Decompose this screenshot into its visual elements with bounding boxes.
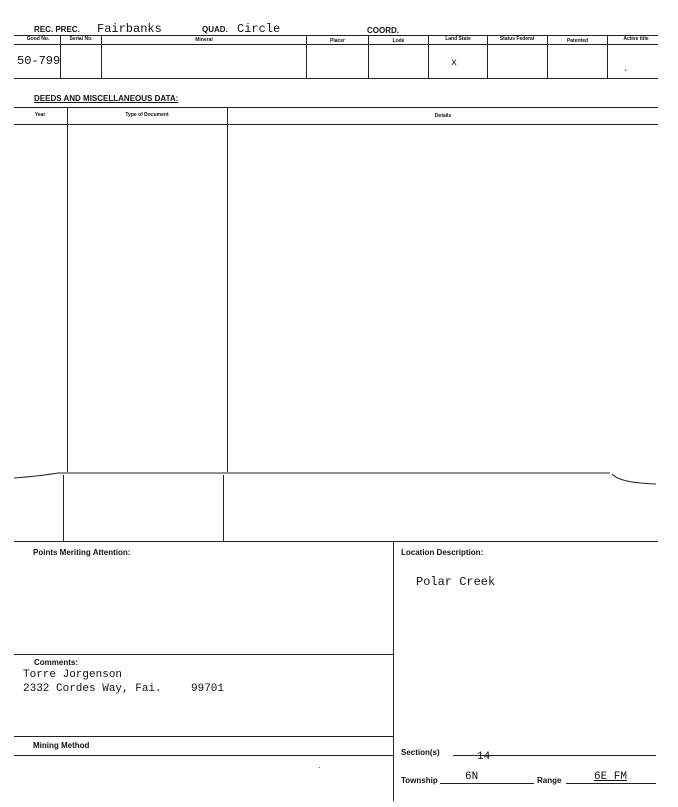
rec-prec-label: REC. PREC. xyxy=(34,25,80,34)
page-seam-line xyxy=(0,464,678,494)
points-label: Points Meriting Attention: xyxy=(33,548,131,557)
comments-top-rule xyxy=(14,654,393,655)
township-value: 6N xyxy=(465,771,479,783)
lower-top-rule xyxy=(14,541,658,542)
range-value: 6E FM xyxy=(594,771,628,783)
col-type-of-document: Type of Document xyxy=(125,112,169,118)
col-year: Year xyxy=(34,112,46,118)
col-details: Details xyxy=(434,113,452,119)
col-divider xyxy=(607,35,608,78)
section-value: 14 xyxy=(477,751,491,763)
rec-prec-value: Fairbanks xyxy=(97,22,162,36)
col-status-federal: Status Federal xyxy=(499,36,535,42)
lower-col-divider xyxy=(393,541,394,801)
mining-method-label: Mining Method xyxy=(33,741,90,750)
table-top-rule xyxy=(14,35,658,36)
header-divider xyxy=(14,44,658,45)
comments-line2: 2332 Cordes Way, Fai. xyxy=(23,683,162,695)
col-divider xyxy=(487,35,488,78)
deeds-header-rule xyxy=(14,124,658,125)
col-divider xyxy=(428,35,429,78)
section-label: Section(s) xyxy=(401,748,440,757)
deeds-heading: DEEDS AND MISCELLANEOUS DATA: xyxy=(34,94,179,103)
table-bottom-rule xyxy=(14,78,658,79)
mining-top-rule xyxy=(14,736,393,737)
deeds-col-divider xyxy=(67,107,68,472)
comments-label: Comments: xyxy=(34,658,79,667)
col-active-title: Active title xyxy=(623,36,649,42)
location-label: Location Description: xyxy=(401,548,484,557)
speck: · xyxy=(318,763,321,772)
quad-value: Circle xyxy=(237,22,281,36)
deeds-top-rule xyxy=(14,107,658,108)
mining-rule xyxy=(14,755,393,756)
land-state-mark: x xyxy=(451,58,458,69)
township-label: Township xyxy=(401,776,438,785)
col-good-no: Good No. xyxy=(26,36,50,42)
col-placer: Placer xyxy=(329,38,345,44)
col-land-state: Land State xyxy=(445,36,471,42)
comments-zip: 99701 xyxy=(191,683,225,695)
quad-label: QUAD. xyxy=(202,25,228,34)
range-underline xyxy=(566,783,656,784)
col-patented: Patented xyxy=(566,38,589,44)
col-lode: Lode xyxy=(392,38,405,44)
active-title-mark: . xyxy=(623,64,629,74)
good-no-value: 50-799 xyxy=(17,54,61,68)
coord-label: COORD. xyxy=(367,26,399,35)
col-serial-no: Serial No. xyxy=(69,36,93,42)
col-mineral: Mineral xyxy=(195,37,213,43)
deeds-col-divider xyxy=(227,107,228,472)
township-underline xyxy=(440,783,534,784)
comments-line1: Torre Jorgenson xyxy=(23,669,123,681)
range-label: Range xyxy=(537,776,562,785)
location-value: Polar Creek xyxy=(416,575,496,589)
